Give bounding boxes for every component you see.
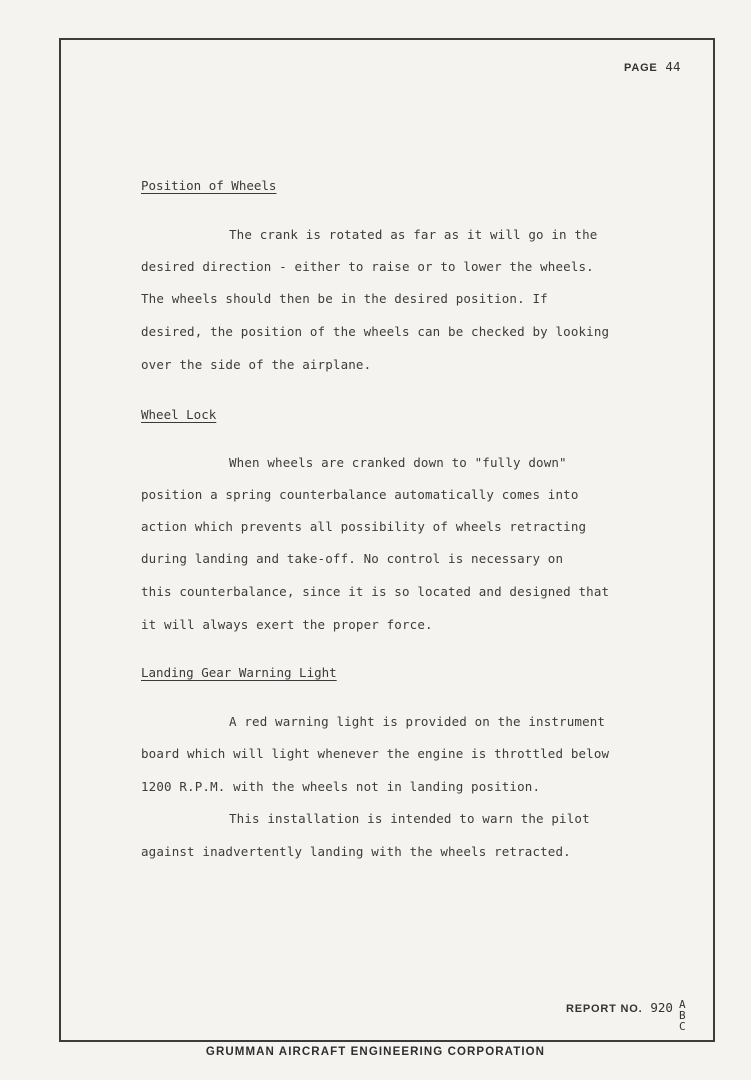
- text-line: over the side of the airplane.: [141, 357, 372, 372]
- section-heading-position-of-wheels: Position of Wheels: [141, 178, 277, 193]
- text-line: The wheels should then be in the desired position. If: [141, 291, 548, 306]
- text-line: it will always exert the proper force.: [141, 617, 433, 632]
- text-line: desired direction - either to raise or to lower the wheels.: [141, 259, 594, 274]
- text-line: position a spring counterbalance automatically comes into: [141, 487, 579, 502]
- text-line: 1200 R.P.M. with the wheels not in landing position.: [141, 779, 541, 794]
- text-line: This installation is intended to warn the pilot: [229, 811, 590, 826]
- page-label: PAGE: [624, 62, 658, 74]
- text-line: desired, the position of the wheels can be checked by looking: [141, 324, 610, 339]
- text-line: this counterbalance, since it is so located and designed that: [141, 584, 610, 599]
- text-line: during landing and take-off. No control is necessary on: [141, 551, 564, 566]
- report-label: REPORT NO.: [566, 1003, 643, 1015]
- report-number: [566, 1000, 673, 1015]
- section-heading-wheel-lock: Wheel Lock: [141, 407, 217, 422]
- text-line: The crank is rotated as far as it will go in the: [229, 227, 598, 242]
- page-number-header: [624, 59, 680, 74]
- report-number-value: 920: [650, 1000, 673, 1015]
- report-suffix-letter: C: [679, 1020, 686, 1033]
- page-number: 44: [665, 59, 681, 74]
- company-footer: GRUMMAN AIRCRAFT ENGINEERING CORPORATION: [205, 1046, 546, 1058]
- report-suffix-letter: A: [679, 998, 686, 1011]
- text-line: against inadvertently landing with the wheels retracted.: [141, 844, 571, 859]
- report-suffix: [679, 999, 689, 1032]
- section-heading-landing-gear-warning-light: Landing Gear Warning Light: [141, 665, 337, 680]
- text-line: When wheels are cranked down to "fully down": [229, 455, 567, 470]
- report-suffix-letter: B: [679, 1009, 686, 1022]
- text-line: A red warning light is provided on the instrument: [229, 714, 606, 729]
- text-line: board which will light whenever the engine is throttled below: [141, 746, 610, 761]
- text-line: action which prevents all possibility of wheels retracting: [141, 519, 587, 534]
